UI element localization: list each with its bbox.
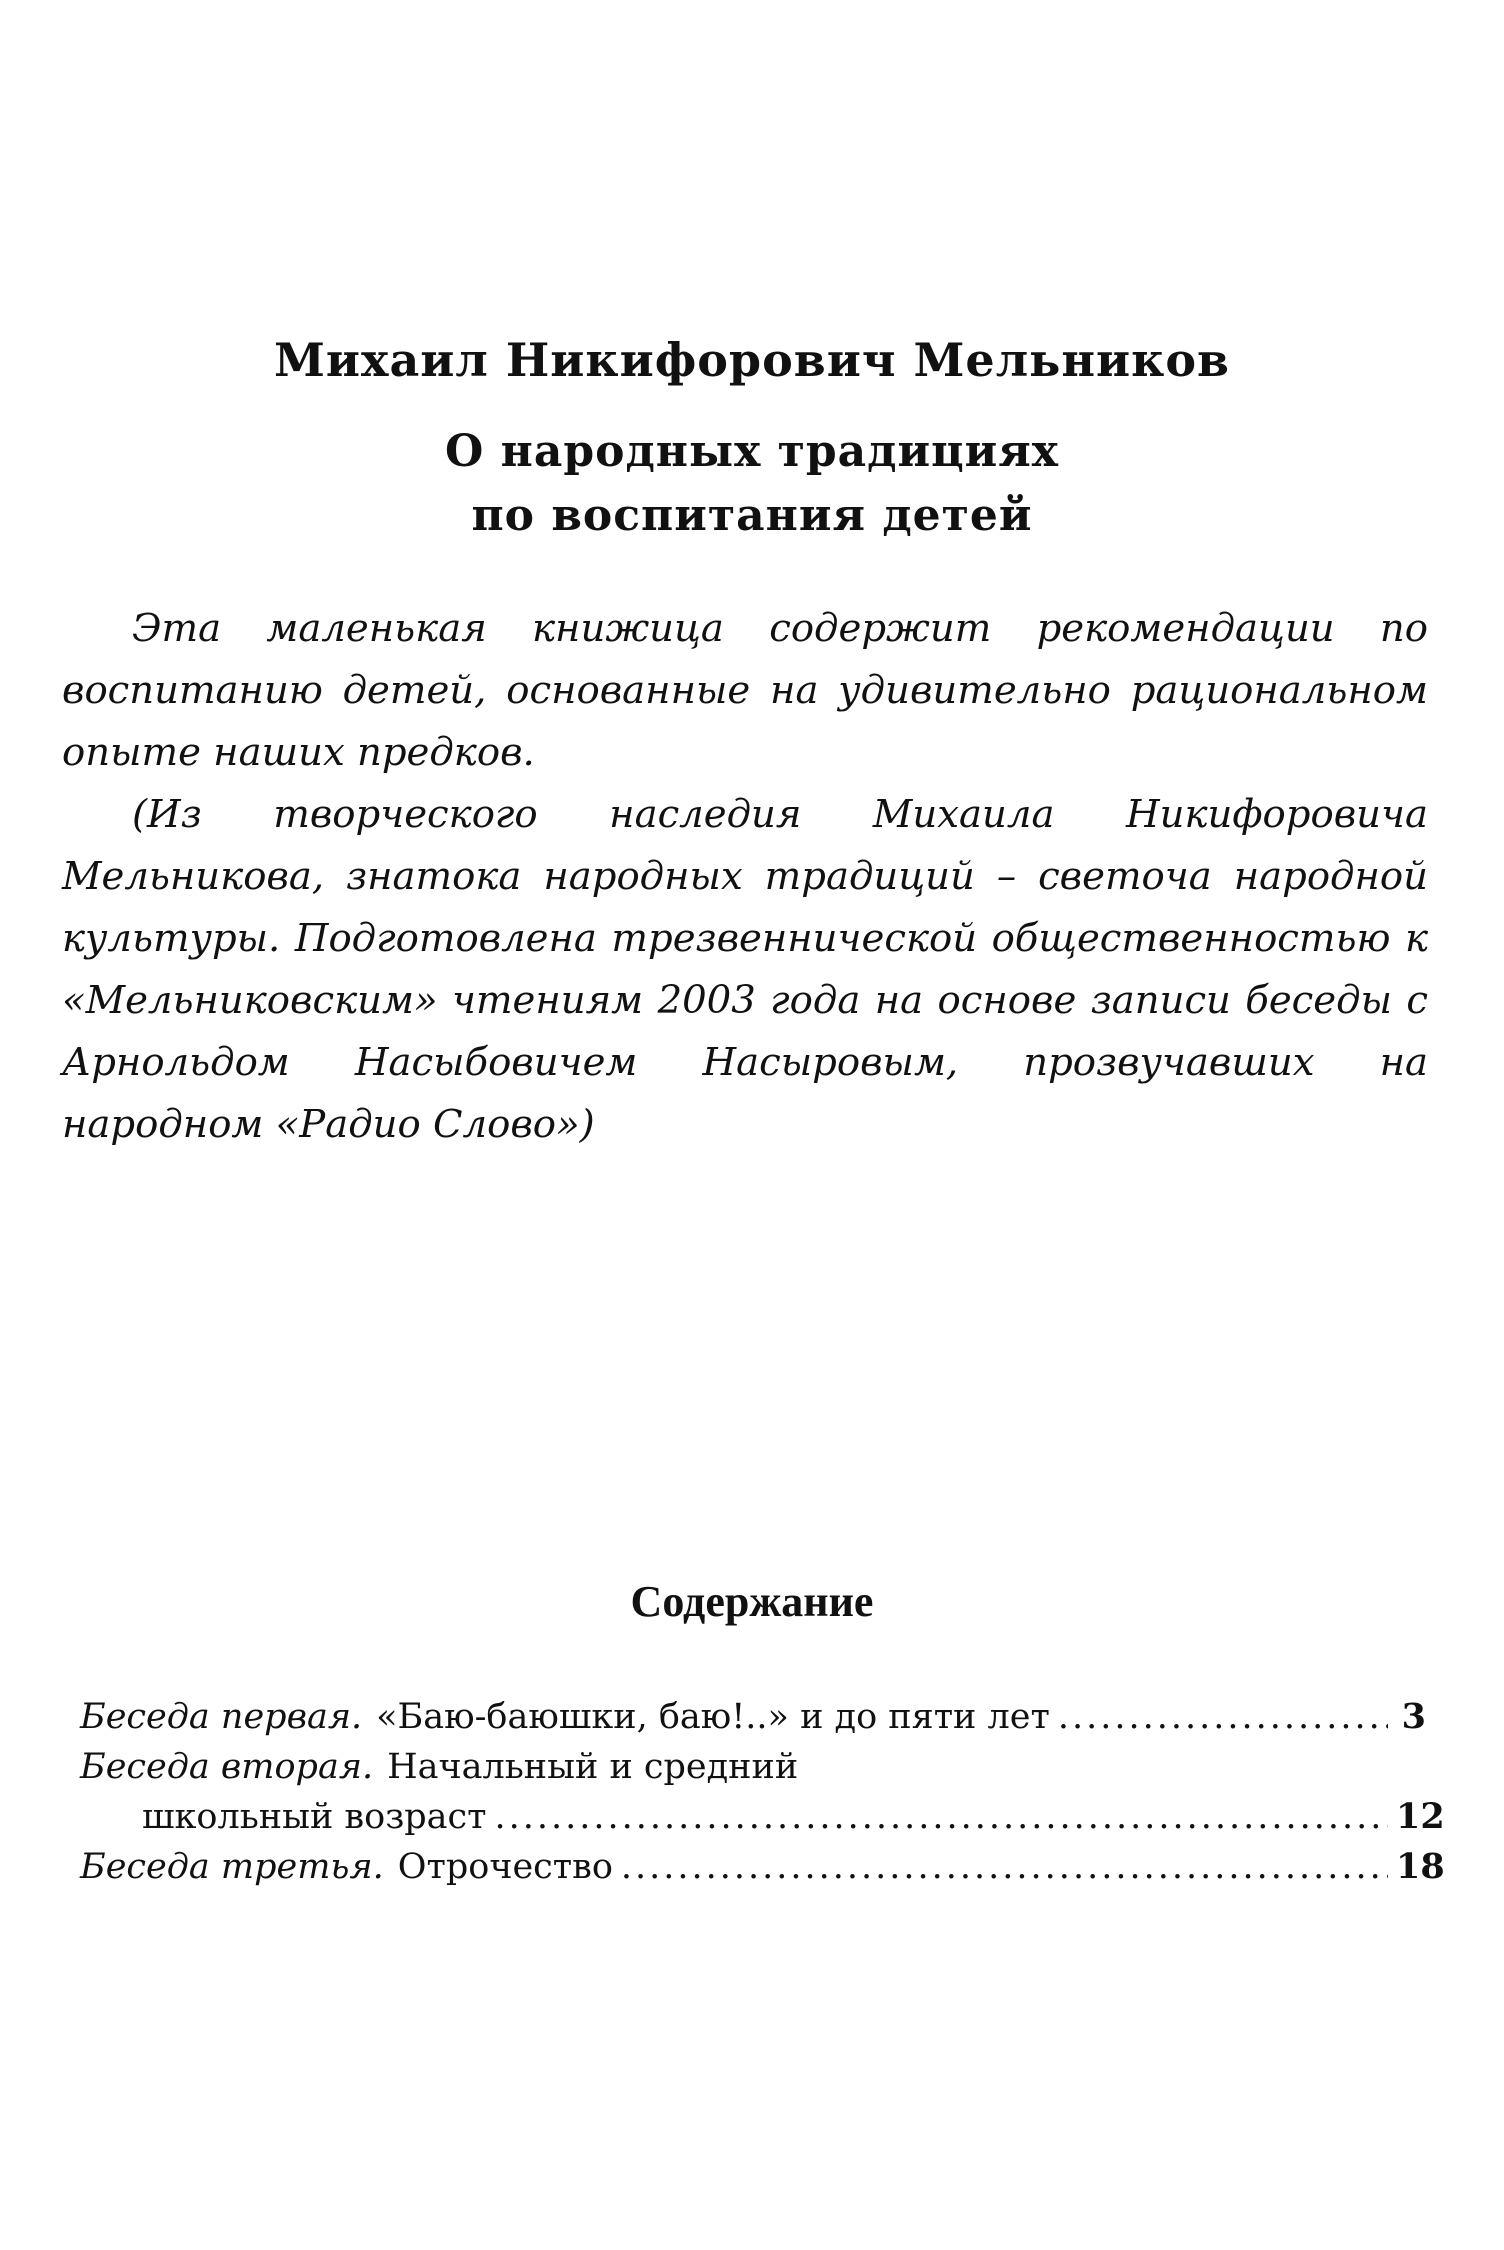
- toc-entry-3-title: Отрочество: [397, 1847, 613, 1887]
- toc-leader-dots: [495, 1792, 1388, 1842]
- toc-entry-2-continued[interactable]: [80, 1792, 1445, 1842]
- toc-entry-2-page: 12: [1396, 1796, 1445, 1837]
- annotation-paragraph-1: Эта маленькая книжица содержит рекомендации по воспитанию детей, основанные на удивительно рациональном опыте наших предков.: [62, 606, 1428, 775]
- toc-entry-2[interactable]: [80, 1742, 1426, 1792]
- author-name: Михаил Никифорович Мельников: [273, 333, 1231, 387]
- annotation-paragraph-2: (Из творческого наследия Михаила Никифоровича Мельникова, знатока народных традиций – светоча народной культуры. Подготовлена трезвеннической общественностью к «Мельниковским» чтениям 2003 года на основе записи беседы с Арнольдом Насыбовичем Насыровым, прозвучавших на народном «Радио Слово»): [62, 792, 1428, 1147]
- book-title-line-2: по воспитания детей: [471, 490, 1033, 541]
- toc-entry-1-page: 3: [1401, 1696, 1426, 1737]
- toc-entry-3-page: 18: [1396, 1846, 1445, 1887]
- annotation: [62, 598, 1428, 1156]
- book-title-line-1: О народных традициях: [444, 426, 1060, 477]
- toc-entry-2-title-line-1: Начальный и средний: [387, 1747, 799, 1787]
- toc-entry-2-title-line-2: школьный возраст: [142, 1797, 487, 1837]
- table-of-contents: [80, 1692, 1445, 1892]
- toc-entry-3-lead: Беседа третья.: [80, 1847, 384, 1887]
- toc-leader-dots: [1058, 1692, 1388, 1742]
- toc-leader-dots: [621, 1842, 1388, 1892]
- toc-entry-1-title: «Баю-баюшки, баю!..» и до пяти лет: [376, 1697, 1050, 1737]
- contents-heading: Содержание: [630, 1577, 874, 1626]
- toc-entry-1[interactable]: [80, 1692, 1426, 1742]
- toc-entry-3[interactable]: [80, 1842, 1445, 1892]
- toc-entry-1-lead: Беседа первая.: [80, 1697, 363, 1737]
- toc-entry-2-lead: Беседа вторая.: [80, 1747, 374, 1787]
- book-title: [0, 420, 1504, 548]
